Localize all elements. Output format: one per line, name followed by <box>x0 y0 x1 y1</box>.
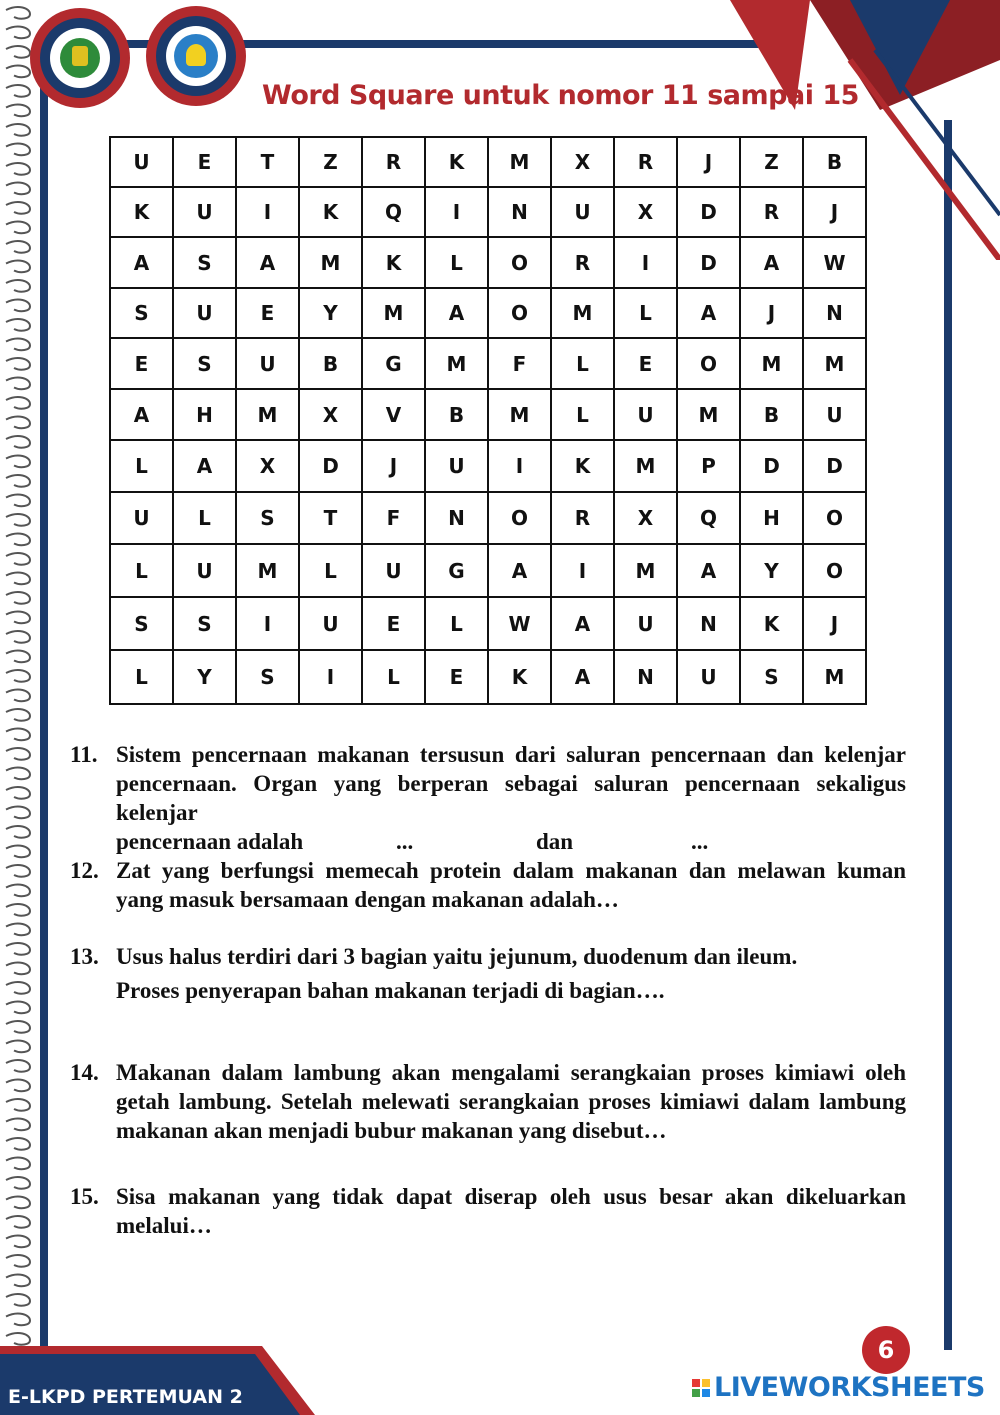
grid-row <box>110 137 866 187</box>
grid-cell[interactable]: D <box>803 440 866 492</box>
question-text: Usus halus terdiri dari 3 bagian yaitu jejunum, duodenum dan ileum. Proses penyerapan bahan makanan terjadi di bagian…. <box>116 944 798 1003</box>
spiral-ring <box>6 417 30 429</box>
grid-cell[interactable]: O <box>488 237 551 288</box>
spiral-ring <box>6 651 30 663</box>
frame-left-border <box>40 40 48 1370</box>
spiral-ring <box>6 631 30 643</box>
grid-row <box>110 237 866 288</box>
grid-cell[interactable]: U <box>173 288 236 338</box>
spiral-ring <box>6 202 30 214</box>
question-number: 13. <box>70 944 99 969</box>
spiral-ring <box>6 358 30 370</box>
grid-row <box>110 597 866 650</box>
grid-cell[interactable]: J <box>740 288 803 338</box>
grid-cell[interactable]: A <box>551 597 614 650</box>
spiral-ring <box>6 924 30 936</box>
frame-right-border <box>944 120 952 1350</box>
grid-cell[interactable]: S <box>173 338 236 389</box>
grid-cell[interactable]: K <box>425 137 488 187</box>
spiral-ring <box>6 865 30 877</box>
spiral-ring <box>6 241 30 253</box>
question-11 <box>70 740 906 856</box>
spiral-ring <box>6 27 30 39</box>
grid-cell[interactable]: L <box>551 389 614 440</box>
spiral-ring <box>6 826 30 838</box>
grid-cell[interactable]: M <box>236 389 299 440</box>
grid-cell[interactable]: S <box>236 650 299 704</box>
spiral-ring <box>6 514 30 526</box>
spiral-ring <box>6 1119 30 1131</box>
grid-row <box>110 338 866 389</box>
grid-cell[interactable]: M <box>488 137 551 187</box>
spiral-ring <box>6 1158 30 1170</box>
grid-cell[interactable]: A <box>425 288 488 338</box>
grid-cell[interactable]: Y <box>173 650 236 704</box>
grid-cell[interactable]: A <box>173 440 236 492</box>
grid-cell[interactable]: A <box>110 389 173 440</box>
grid-cell[interactable]: M <box>740 338 803 389</box>
spiral-ring <box>6 982 30 994</box>
grid-row <box>110 650 866 704</box>
spiral-ring <box>6 319 30 331</box>
grid-cell[interactable]: S <box>173 237 236 288</box>
grid-cell[interactable]: U <box>173 544 236 597</box>
spiral-ring <box>6 807 30 819</box>
spiral-ring <box>6 163 30 175</box>
grid-cell[interactable]: E <box>173 137 236 187</box>
grid-cell[interactable]: Q <box>677 492 740 544</box>
grid-cell[interactable]: H <box>173 389 236 440</box>
grid-cell[interactable]: A <box>488 544 551 597</box>
grid-cell[interactable]: N <box>488 187 551 237</box>
spiral-ring <box>6 729 30 741</box>
grid-cell[interactable]: K <box>362 237 425 288</box>
question-text: Makanan dalam lambung akan mengalami serangkaian proses kimiawi oleh getah lambung. Setelah melewati serangkaian proses kimiawi dalam lambung makanan akan menjadi bubur makanan yang disebut… <box>116 1060 906 1143</box>
institution-logo <box>30 8 130 108</box>
question-text: Sistem pencernaan makanan tersusun dari saluran pencernaan dan kelenjar pencernaan. Organ yang berperan sebagai saluran pencernaan sekaligus kelenjar <box>116 742 906 825</box>
grid-row <box>110 288 866 338</box>
question-text: Zat yang berfungsi memecah protein dalam makanan dan melawan kuman yang masuk bersamaan dengan makanan adalah… <box>116 858 906 912</box>
spiral-ring <box>6 1177 30 1189</box>
grid-cell[interactable]: N <box>803 288 866 338</box>
spiral-ring <box>6 963 30 975</box>
grid-row <box>110 544 866 597</box>
spiral-ring <box>6 66 30 78</box>
spiral-ring <box>6 280 30 292</box>
grid-cell[interactable]: M <box>614 440 677 492</box>
spiral-ring <box>6 1275 30 1287</box>
grid-cell[interactable]: R <box>551 237 614 288</box>
spiral-ring <box>6 183 30 195</box>
spiral-ring <box>6 1021 30 1033</box>
question-number: 15. <box>70 1184 99 1209</box>
grid-cell[interactable]: V <box>362 389 425 440</box>
grid-cell[interactable]: D <box>299 440 362 492</box>
grid-cell[interactable]: D <box>677 187 740 237</box>
grid-cell[interactable]: B <box>299 338 362 389</box>
grid-cell[interactable]: I <box>425 187 488 237</box>
grid-cell[interactable]: M <box>236 544 299 597</box>
answer-blank-2[interactable]: ... <box>691 829 709 854</box>
grid-cell[interactable]: N <box>614 650 677 704</box>
liveworksheets-icon <box>692 1379 710 1397</box>
grid-cell[interactable]: J <box>803 187 866 237</box>
grid-cell[interactable]: E <box>362 597 425 650</box>
page-title: Word Square untuk nomor 11 sampai 15 <box>262 80 859 111</box>
grid-cell[interactable]: X <box>614 187 677 237</box>
grid-cell[interactable]: U <box>110 137 173 187</box>
grid-cell[interactable]: L <box>551 338 614 389</box>
grid-cell[interactable]: E <box>614 338 677 389</box>
grid-cell[interactable]: F <box>488 338 551 389</box>
grid-cell[interactable]: L <box>110 544 173 597</box>
grid-cell[interactable]: X <box>299 389 362 440</box>
grid-cell[interactable]: I <box>299 650 362 704</box>
spiral-ring <box>6 1002 30 1014</box>
grid-cell[interactable]: U <box>614 597 677 650</box>
grid-cell[interactable]: M <box>677 389 740 440</box>
grid-row <box>110 389 866 440</box>
grid-cell[interactable]: X <box>614 492 677 544</box>
spiral-ring <box>6 1080 30 1092</box>
spiral-ring <box>6 748 30 760</box>
spiral-ring <box>6 690 30 702</box>
footer-label: E-LKPD PERTEMUAN 2 <box>8 1386 243 1408</box>
tut-wuri-handayani-logo <box>146 6 246 106</box>
spiral-ring <box>6 85 30 97</box>
spiral-ring <box>6 768 30 780</box>
grid-cell[interactable]: M <box>362 288 425 338</box>
spiral-ring <box>6 495 30 507</box>
question-number: 12. <box>70 858 99 883</box>
grid-cell[interactable]: O <box>488 288 551 338</box>
grid-cell[interactable]: R <box>362 137 425 187</box>
grid-cell[interactable]: S <box>173 597 236 650</box>
grid-cell[interactable]: A <box>110 237 173 288</box>
grid-cell[interactable]: T <box>236 137 299 187</box>
grid-cell[interactable]: N <box>677 597 740 650</box>
grid-cell[interactable]: Y <box>299 288 362 338</box>
spiral-ring <box>6 1041 30 1053</box>
spiral-ring <box>6 1099 30 1111</box>
grid-cell[interactable]: O <box>803 544 866 597</box>
grid-cell[interactable]: I <box>614 237 677 288</box>
grid-cell[interactable]: K <box>299 187 362 237</box>
grid-cell[interactable]: M <box>803 650 866 704</box>
question-text: Sisa makanan yang tidak dapat diserap oleh usus besar akan dikeluarkan melalui… <box>116 1184 906 1238</box>
grid-cell[interactable]: U <box>362 544 425 597</box>
question-15 <box>70 1182 906 1240</box>
grid-cell[interactable]: K <box>740 597 803 650</box>
grid-cell[interactable]: Q <box>362 187 425 237</box>
grid-cell[interactable]: J <box>362 440 425 492</box>
grid-cell[interactable]: R <box>614 137 677 187</box>
grid-cell[interactable]: X <box>551 137 614 187</box>
spiral-binding <box>0 0 40 1380</box>
grid-cell[interactable]: L <box>110 650 173 704</box>
spiral-ring <box>6 300 30 312</box>
grid-cell[interactable]: M <box>299 237 362 288</box>
grid-cell[interactable]: S <box>110 288 173 338</box>
grid-cell[interactable]: R <box>740 187 803 237</box>
grid-row <box>110 187 866 237</box>
grid-cell[interactable]: H <box>740 492 803 544</box>
spiral-ring <box>6 904 30 916</box>
grid-cell[interactable]: M <box>425 338 488 389</box>
spiral-ring <box>6 436 30 448</box>
grid-cell[interactable]: O <box>488 492 551 544</box>
grid-cell[interactable]: L <box>425 597 488 650</box>
grid-cell[interactable]: A <box>236 237 299 288</box>
spiral-ring <box>6 553 30 565</box>
grid-cell[interactable]: U <box>551 187 614 237</box>
spiral-ring <box>6 573 30 585</box>
grid-cell[interactable]: F <box>362 492 425 544</box>
spiral-ring <box>6 592 30 604</box>
grid-cell[interactable]: D <box>740 440 803 492</box>
grid-cell[interactable]: J <box>677 137 740 187</box>
spiral-ring <box>6 1138 30 1150</box>
spiral-ring <box>6 1314 30 1326</box>
question-13 <box>70 940 906 1008</box>
grid-cell[interactable]: I <box>236 187 299 237</box>
grid-cell[interactable]: W <box>803 237 866 288</box>
spiral-ring <box>6 1236 30 1248</box>
grid-cell[interactable]: O <box>803 492 866 544</box>
grid-cell[interactable]: M <box>803 338 866 389</box>
grid-cell[interactable]: L <box>614 288 677 338</box>
page-number: 6 <box>862 1326 910 1374</box>
spiral-ring <box>6 885 30 897</box>
grid-cell[interactable]: I <box>236 597 299 650</box>
grid-row <box>110 440 866 492</box>
grid-cell[interactable]: R <box>551 492 614 544</box>
grid-cell[interactable]: J <box>803 597 866 650</box>
spiral-ring <box>6 612 30 624</box>
grid-cell[interactable]: U <box>173 187 236 237</box>
answer-connector: dan <box>536 829 574 854</box>
grid-cell[interactable]: B <box>740 389 803 440</box>
grid-cell[interactable]: E <box>110 338 173 389</box>
spiral-ring <box>6 456 30 468</box>
question-12 <box>70 856 906 914</box>
spiral-ring <box>6 261 30 273</box>
spiral-ring <box>6 1255 30 1267</box>
spiral-ring <box>6 709 30 721</box>
grid-cell[interactable]: M <box>488 389 551 440</box>
spiral-ring <box>6 339 30 351</box>
spiral-ring <box>6 222 30 234</box>
grid-cell[interactable]: L <box>173 492 236 544</box>
question-14 <box>70 1058 906 1145</box>
grid-cell[interactable]: T <box>299 492 362 544</box>
answer-blank-1[interactable]: ... <box>396 829 414 854</box>
question-answer-line <box>116 827 906 856</box>
grid-cell[interactable]: U <box>803 389 866 440</box>
grid-cell[interactable]: K <box>110 187 173 237</box>
liveworksheets-brand[interactable] <box>692 1372 985 1403</box>
grid-cell[interactable]: O <box>677 338 740 389</box>
spiral-ring <box>6 846 30 858</box>
grid-cell[interactable]: L <box>362 650 425 704</box>
question-number: 14. <box>70 1060 99 1085</box>
spiral-ring <box>6 7 30 19</box>
spiral-ring <box>6 475 30 487</box>
grid-cell[interactable]: U <box>677 650 740 704</box>
grid-cell[interactable]: K <box>488 650 551 704</box>
grid-cell[interactable]: S <box>236 492 299 544</box>
grid-cell[interactable]: I <box>488 440 551 492</box>
grid-row <box>110 492 866 544</box>
grid-cell[interactable]: U <box>299 597 362 650</box>
spiral-ring <box>6 46 30 58</box>
grid-cell[interactable]: W <box>488 597 551 650</box>
grid-cell[interactable]: L <box>299 544 362 597</box>
grid-cell[interactable]: B <box>425 389 488 440</box>
grid-cell[interactable]: B <box>803 137 866 187</box>
spiral-ring <box>6 787 30 799</box>
spiral-ring <box>6 144 30 156</box>
spiral-ring <box>6 397 30 409</box>
spiral-ring <box>6 1216 30 1228</box>
grid-cell[interactable]: P <box>677 440 740 492</box>
grid-cell[interactable]: M <box>614 544 677 597</box>
spiral-ring <box>6 1294 30 1306</box>
grid-cell[interactable]: S <box>110 597 173 650</box>
grid-cell[interactable]: K <box>551 440 614 492</box>
grid-cell[interactable]: E <box>425 650 488 704</box>
grid-cell[interactable]: U <box>236 338 299 389</box>
grid-cell[interactable]: D <box>677 237 740 288</box>
spiral-ring <box>6 1197 30 1209</box>
word-square-grid <box>109 136 867 705</box>
grid-cell[interactable]: Z <box>299 137 362 187</box>
grid-cell[interactable]: Z <box>740 137 803 187</box>
grid-cell[interactable]: X <box>236 440 299 492</box>
grid-cell[interactable]: Y <box>740 544 803 597</box>
spiral-ring <box>6 534 30 546</box>
answer-line-text: pencernaan adalah <box>116 829 304 854</box>
grid-cell[interactable]: N <box>425 492 488 544</box>
brand-text: LIVEWORKSHEETS <box>714 1372 985 1403</box>
grid-cell[interactable]: A <box>551 650 614 704</box>
grid-cell[interactable]: L <box>425 237 488 288</box>
grid-cell[interactable]: U <box>614 389 677 440</box>
spiral-ring <box>6 124 30 136</box>
spiral-ring <box>6 1060 30 1072</box>
grid-cell[interactable]: M <box>551 288 614 338</box>
spiral-ring <box>6 105 30 117</box>
grid-cell[interactable]: A <box>677 544 740 597</box>
question-number: 11. <box>70 742 98 767</box>
grid-cell[interactable]: E <box>236 288 299 338</box>
grid-cell[interactable]: L <box>110 440 173 492</box>
grid-cell[interactable]: A <box>740 237 803 288</box>
grid-cell[interactable]: A <box>677 288 740 338</box>
spiral-ring <box>6 378 30 390</box>
grid-cell[interactable]: G <box>362 338 425 389</box>
spiral-ring <box>6 670 30 682</box>
grid-cell[interactable]: G <box>425 544 488 597</box>
grid-cell[interactable]: U <box>110 492 173 544</box>
spiral-ring <box>6 943 30 955</box>
grid-cell[interactable]: I <box>551 544 614 597</box>
grid-cell[interactable]: U <box>425 440 488 492</box>
grid-cell[interactable]: S <box>740 650 803 704</box>
